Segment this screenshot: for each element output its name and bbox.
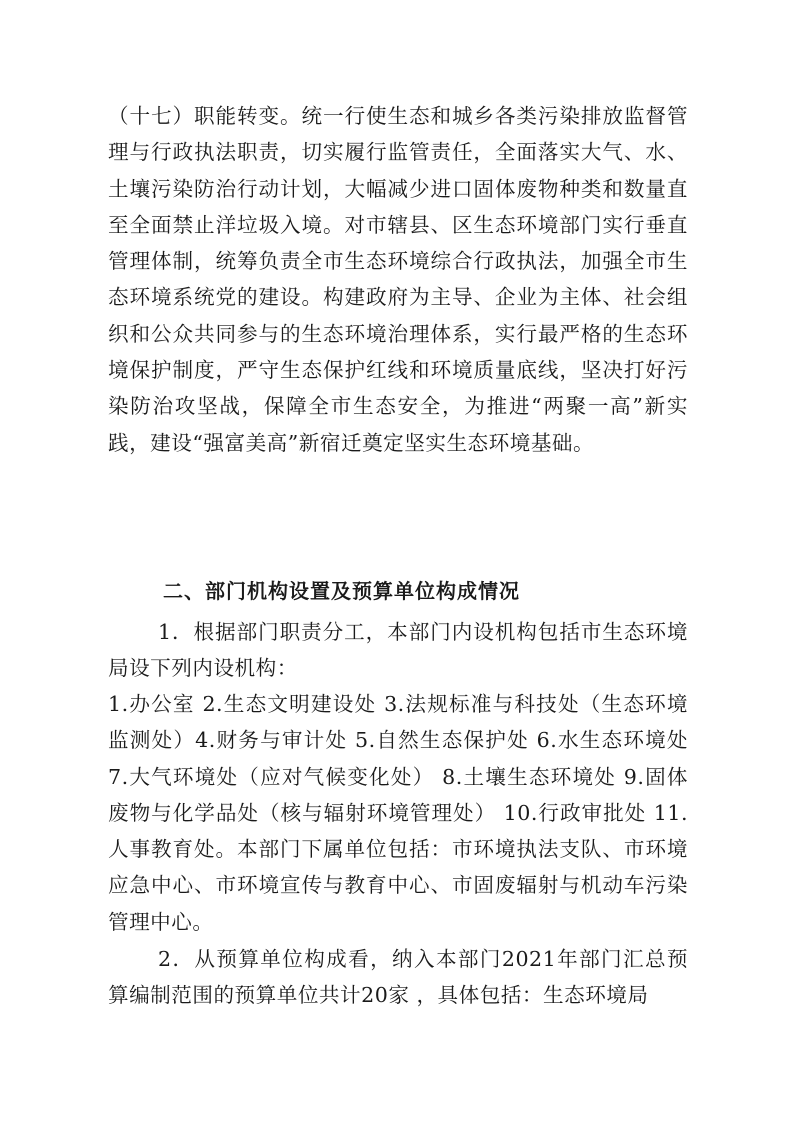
item1-list-paragraph: 1.办公室 2.生态文明建设处 3.法规标准与科技处（生态环境监测处）4.财务与审计处 5.自然生态保护处 6.水生态环境处 7.大气环境处（应对气候变化处） 8.土壤生态环境处 9.固体废物与化学品处（核与辐射环境管理处） 10.行政审批处 11.人事教育处。本部门下属单位包括：市环境执法支队、市环境应急中心、市环境宣传与教育中心、市固废辐射与机动车污染管理中心。 bbox=[108, 692, 688, 934]
item2-paragraph: 2．从预算单位构成看，纳入本部门2021年部门汇总预算编制范围的预算单位共计20家 ，具体包括：生态环境局 bbox=[108, 947, 688, 1008]
section-heading: 二、部门机构设置及预算单位构成情况 bbox=[163, 579, 520, 603]
duty-paragraph: （十七）职能转变。统一行使生态和城乡各类污染排放监督管理与行政执法职责，切实履行监管责任，全面落实大气、水、土壤污染防治行动计划，大幅减少进口固体废物种类和数量直至全面禁止洋垃圾入境。对市辖县、区生态环境部门实行垂直管理体制，统筹负责全市生态环境综合行政执法，加强全市生态环境系统党的建设。构建政府为主导、企业为主体、社会组织和公众共同参与的生态环境治理体系，实行最严格的生态环境保护制度，严守生态保护红线和环境质量底线，坚决打好污染防治攻坚战，保障全市生态安全，为推进“两聚一高”新实践，建设“强富美高”新宿迁奠定坚实生态环境基础。 bbox=[108, 104, 688, 455]
item1-intro-paragraph: 1．根据部门职责分工，本部门内设机构包括市生态环境局设下列内设机构： bbox=[108, 620, 688, 681]
